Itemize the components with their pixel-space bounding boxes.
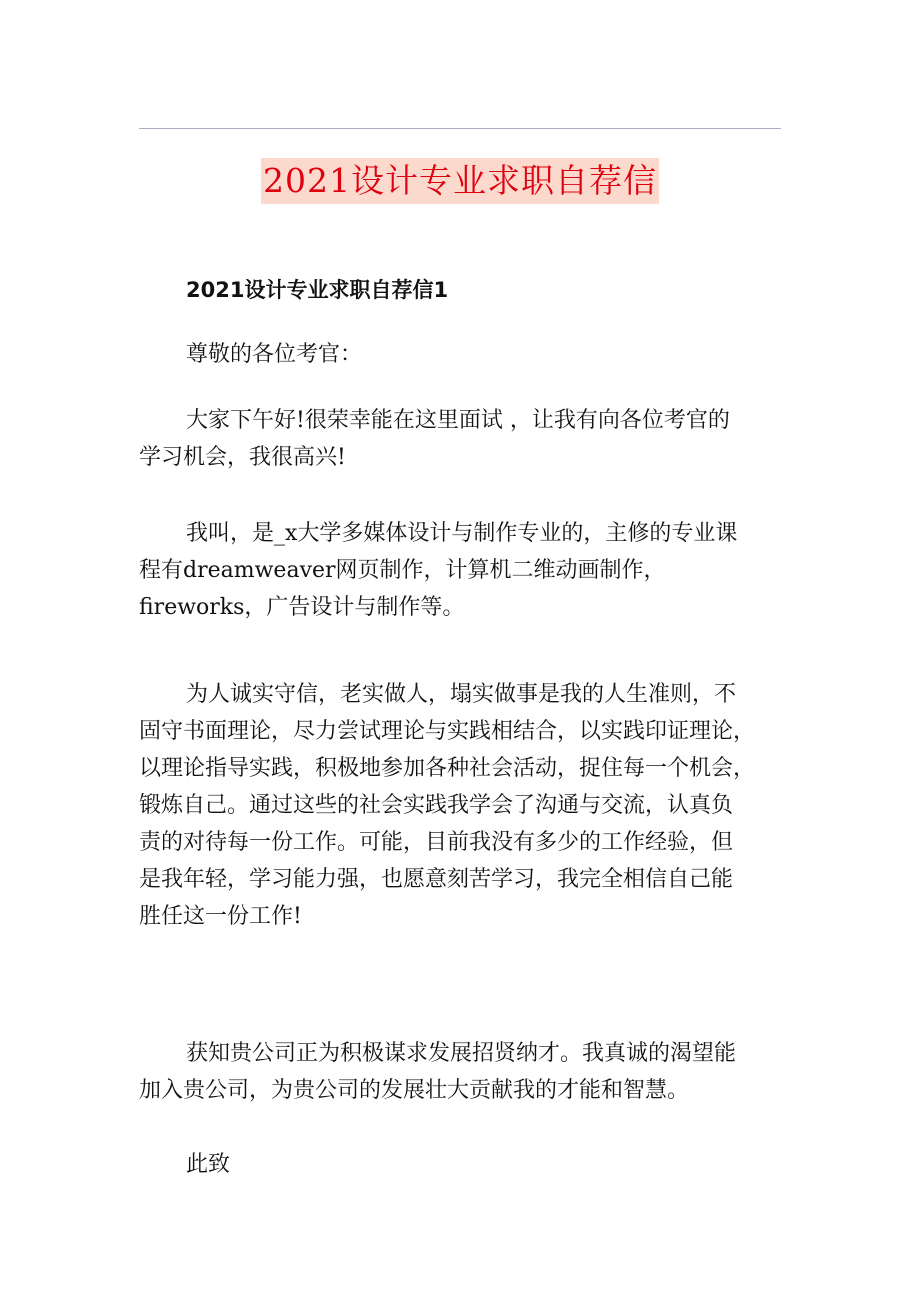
salutation-text: 尊敬的各位考官： <box>186 342 363 367</box>
paragraph-line: 学习机会，我很高兴! <box>139 445 346 470</box>
salutation <box>139 336 789 373</box>
paragraph-line: 是我年轻，学习能力强，也愿意刻苦学习，我完全相信自己能 <box>139 867 734 892</box>
paragraph-2 <box>139 515 789 626</box>
paragraph-4 <box>139 1035 789 1109</box>
paragraph-1 <box>139 402 789 476</box>
paragraph-line: 程有dreamweaver网页制作，计算机二维动画制作， <box>139 558 666 583</box>
paragraph-line: 责的对待每一份工作。可能，目前我没有多少的工作经验，但 <box>139 830 734 855</box>
paragraph-line: 加入贵公司，为贵公司的发展壮大贡献我的才能和智慧。 <box>139 1078 690 1103</box>
closing-text: 此致 <box>186 1152 231 1177</box>
paragraph-line: 为人诚实守信，老实做人，塌实做事是我的人生准则，不 <box>186 682 737 707</box>
paragraph-line: 锻炼自己。通过这些的社会实践我学会了沟通与交流，认真负 <box>139 793 734 818</box>
paragraph-line: fireworks，广告设计与制作等。 <box>139 595 465 620</box>
paragraph-line: 以理论指导实践，积极地参加各种社会活动，捉住每一个机会， <box>139 756 756 781</box>
document-title: 2021设计专业求职自荐信 <box>261 158 659 204</box>
closing <box>139 1146 789 1183</box>
paragraph-3 <box>139 676 789 935</box>
paragraph-line: 胜任这一份工作! <box>139 904 302 929</box>
title-container <box>0 158 920 204</box>
section-heading: 2021设计专业求职自荐信1 <box>186 278 449 302</box>
paragraph-line: 获知贵公司正为积极谋求发展招贤纳才。我真诚的渴望能 <box>186 1041 737 1066</box>
header-rule <box>139 128 781 129</box>
paragraph-line: 我叫，是_x大学多媒体设计与制作专业的，主修的专业课 <box>186 521 738 546</box>
paragraph-line: 大家下午好!很荣幸能在这里面试 ，让我有向各位考官的 <box>186 408 730 433</box>
paragraph-line: 固守书面理论，尽力尝试理论与实践相结合，以实践印证理论， <box>139 719 756 744</box>
